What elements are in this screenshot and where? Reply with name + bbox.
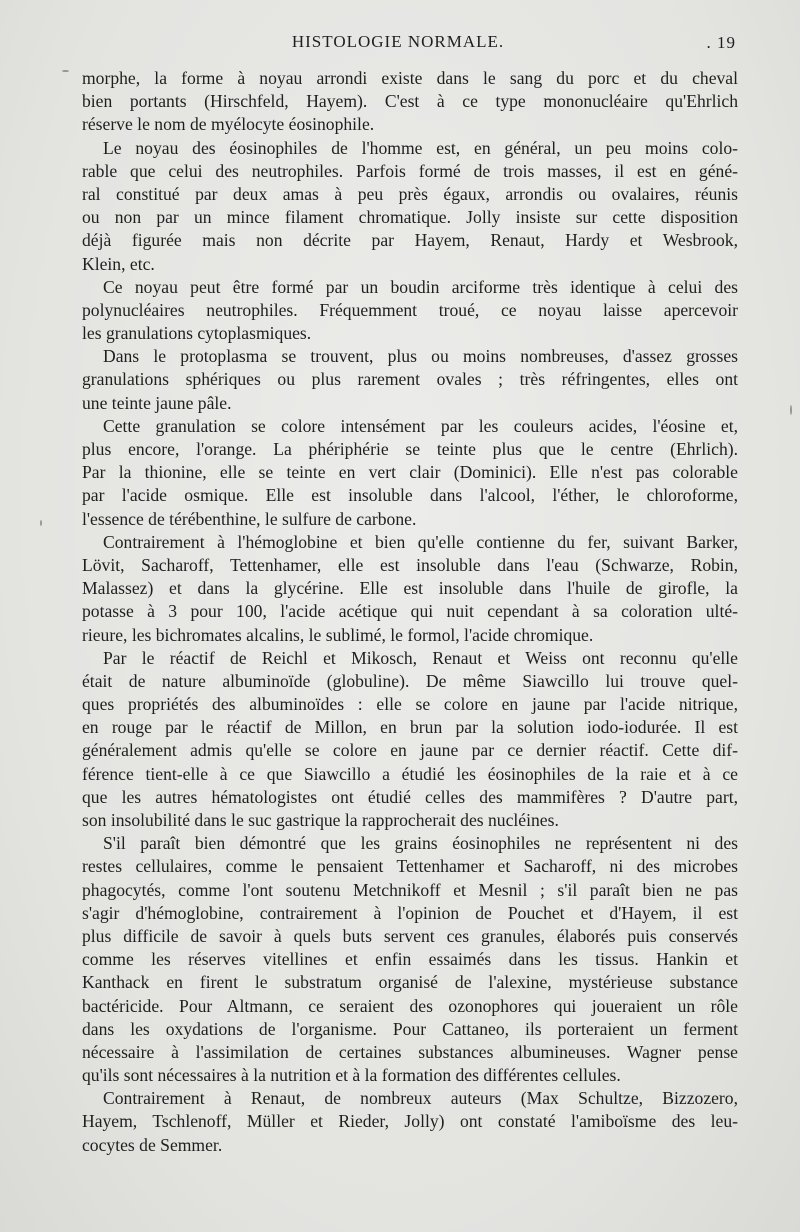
body-text [82,67,738,1157]
text-line: Par la thionine, elle se teinte en vert clair (Dominici). Elle n'est pas colorable [82,462,738,483]
text-line: Kanthack en firent le substratum organisé de l'alexine, mystérieuse substance [82,972,738,993]
text-line: plus difficile de savoir à quels buts servent ces granules, élaborés puis conservés [82,925,738,946]
text-line: Le noyau des éosinophiles de l'homme est, en général, un peu moins colo- [103,137,738,158]
text-line: l'essence de térébenthine, le sulfure de carbone. [82,508,417,529]
running-title: HISTOLOGIE NORMALE. [291,32,505,51]
text-line: potasse à 3 pour 100, l'acide acétique qui nuit cependant à sa coloration ulté- [82,601,738,622]
text-line: Contrairement à l'hémoglobine et bien qu'elle contienne du fer, suivant Barker, [103,531,738,552]
text-line: comme les réserves vitellines et enfin essaimés dans les tissus. Hankin et [82,949,738,970]
text-line: Par le réactif de Reichl et Mikosch, Renaut et Weiss ont reconnu qu'elle [103,647,738,668]
text-line: ques propriétés des albuminoïdes : elle se colore en jaune par l'acide nitrique, [82,694,738,715]
text-line: Ce noyau peut être formé par un boudin arciforme très identique à celui des [103,276,738,297]
text-line: plus encore, l'orange. La phériphérie se teinte plus que le centre (Ehrlich). [82,439,738,459]
text-line: bien portants (Hirschfeld, Hayem). C'est à ce type mononucléaire qu'Ehrlich [82,91,738,112]
text-line: S'il paraît bien démontré que les grains éosinophiles ne représentent ni des [103,833,738,854]
text-line: Cette granulation se colore intensément par les couleurs acides, l'éosine et, [103,415,738,436]
text-line: qu'ils sont nécessaires à la nutrition et à la formation des différentes cellules. [82,1065,621,1086]
text-line: Klein, etc. [82,253,155,274]
text-line: les granulations cytoplasmiques. [82,323,312,344]
text-line: Malassez) et dans la glycérine. Elle est insoluble dans l'huile de girofle, la [82,578,738,599]
text-line: s'agir d'hémoglobine, contrairement à l'opinion de Pouchet et d'Hayem, il est [82,902,738,923]
text-line: était de nature albuminoïde (globuline). De même Siawcillo lui trouve quel- [82,670,738,691]
text-line: rieure, les bichromates alcalins, le sublimé, le formol, l'acide chromique. [82,624,594,645]
text-line: ral constitué par deux amas à peu près égaux, arrondis ou ovalaires, réunis [82,183,738,204]
text-line: déjà figurée mais non décrite par Hayem, Renaut, Hardy et Wesbrook, [82,230,738,251]
text-line: nécessaire à l'assimilation de certaines substances albumineuses. Wagner pense [82,1041,738,1062]
text-line: férence tient-elle à ce que Siawcillo a étudié les éosinophiles de la raie et à ce [82,763,738,784]
text-line: restes cellulaires, comme le pensaient Tettenhamer et Sacharoff, ni des microbes [82,856,738,877]
text-line: Hayem, Tschlenoff, Müller et Rieder, Jolly) ont constaté l'amiboïsme des leu- [82,1111,738,1132]
text-line: réserve le nom de myélocyte éosinophile. [82,114,375,135]
text-line: ou non par un mince filament chromatique. Jolly insiste sur cette disposition [82,207,738,228]
text-line: Lövit, Sacharoff, Tettenhamer, elle est insoluble dans l'eau (Schwarze, Robin, [82,554,738,575]
text-line: Dans le protoplasma se trouvent, plus ou moins nombreuses, d'assez grosses [103,346,738,367]
print-speck [790,405,792,415]
print-speck [62,70,69,72]
text-line: une teinte jaune pâle. [82,392,232,413]
text-line: bactéricide. Pour Altmann, ce seraient des ozonophores qui joueraient un rôle [82,995,738,1016]
text-line: dans les oxydations de l'organisme. Pour Cattaneo, ils porteraient un ferment [82,1018,738,1039]
text-line: généralement admis qu'elle se colore en jaune par ce dernier réactif. Cette dif- [82,740,738,761]
text-line: granulations sphériques ou plus rarement ovales ; très réfringentes, elles ont [82,369,738,390]
text-line: morphe, la forme à noyau arrondi existe dans le sang du porc et du cheval [82,68,738,88]
text-line: cocytes de Semmer. [82,1134,223,1155]
text-line: son insolubilité dans le suc gastrique la rapprocherait des nucléines. [82,810,559,830]
print-speck [40,520,42,526]
text-line: Contrairement à Renaut, de nombreux auteurs (Max Schultze, Bizzozero, [103,1088,738,1109]
running-head [82,32,738,56]
text-line: polynucléaires neutrophiles. Fréquemment troué, ce noyau laisse apercevoir [82,299,738,320]
text-line: rable que celui des neutrophiles. Parfois formé de trois masses, il est en géné- [82,160,738,181]
text-line: en rouge par le réactif de Millon, en brun par la solution iodo-iodurée. Il est [82,717,738,738]
text-line: que les autres hématologistes ont étudié celles des mammifères ? D'autre part, [82,786,738,807]
page-number: . 19 [706,33,736,52]
text-line: par l'acide osmique. Elle est insoluble dans l'alcool, l'éther, le chloroforme, [82,485,738,506]
text-line: phagocytés, comme l'ont soutenu Metchnikoff et Mesnil ; s'il paraît bien ne pas [82,879,738,900]
